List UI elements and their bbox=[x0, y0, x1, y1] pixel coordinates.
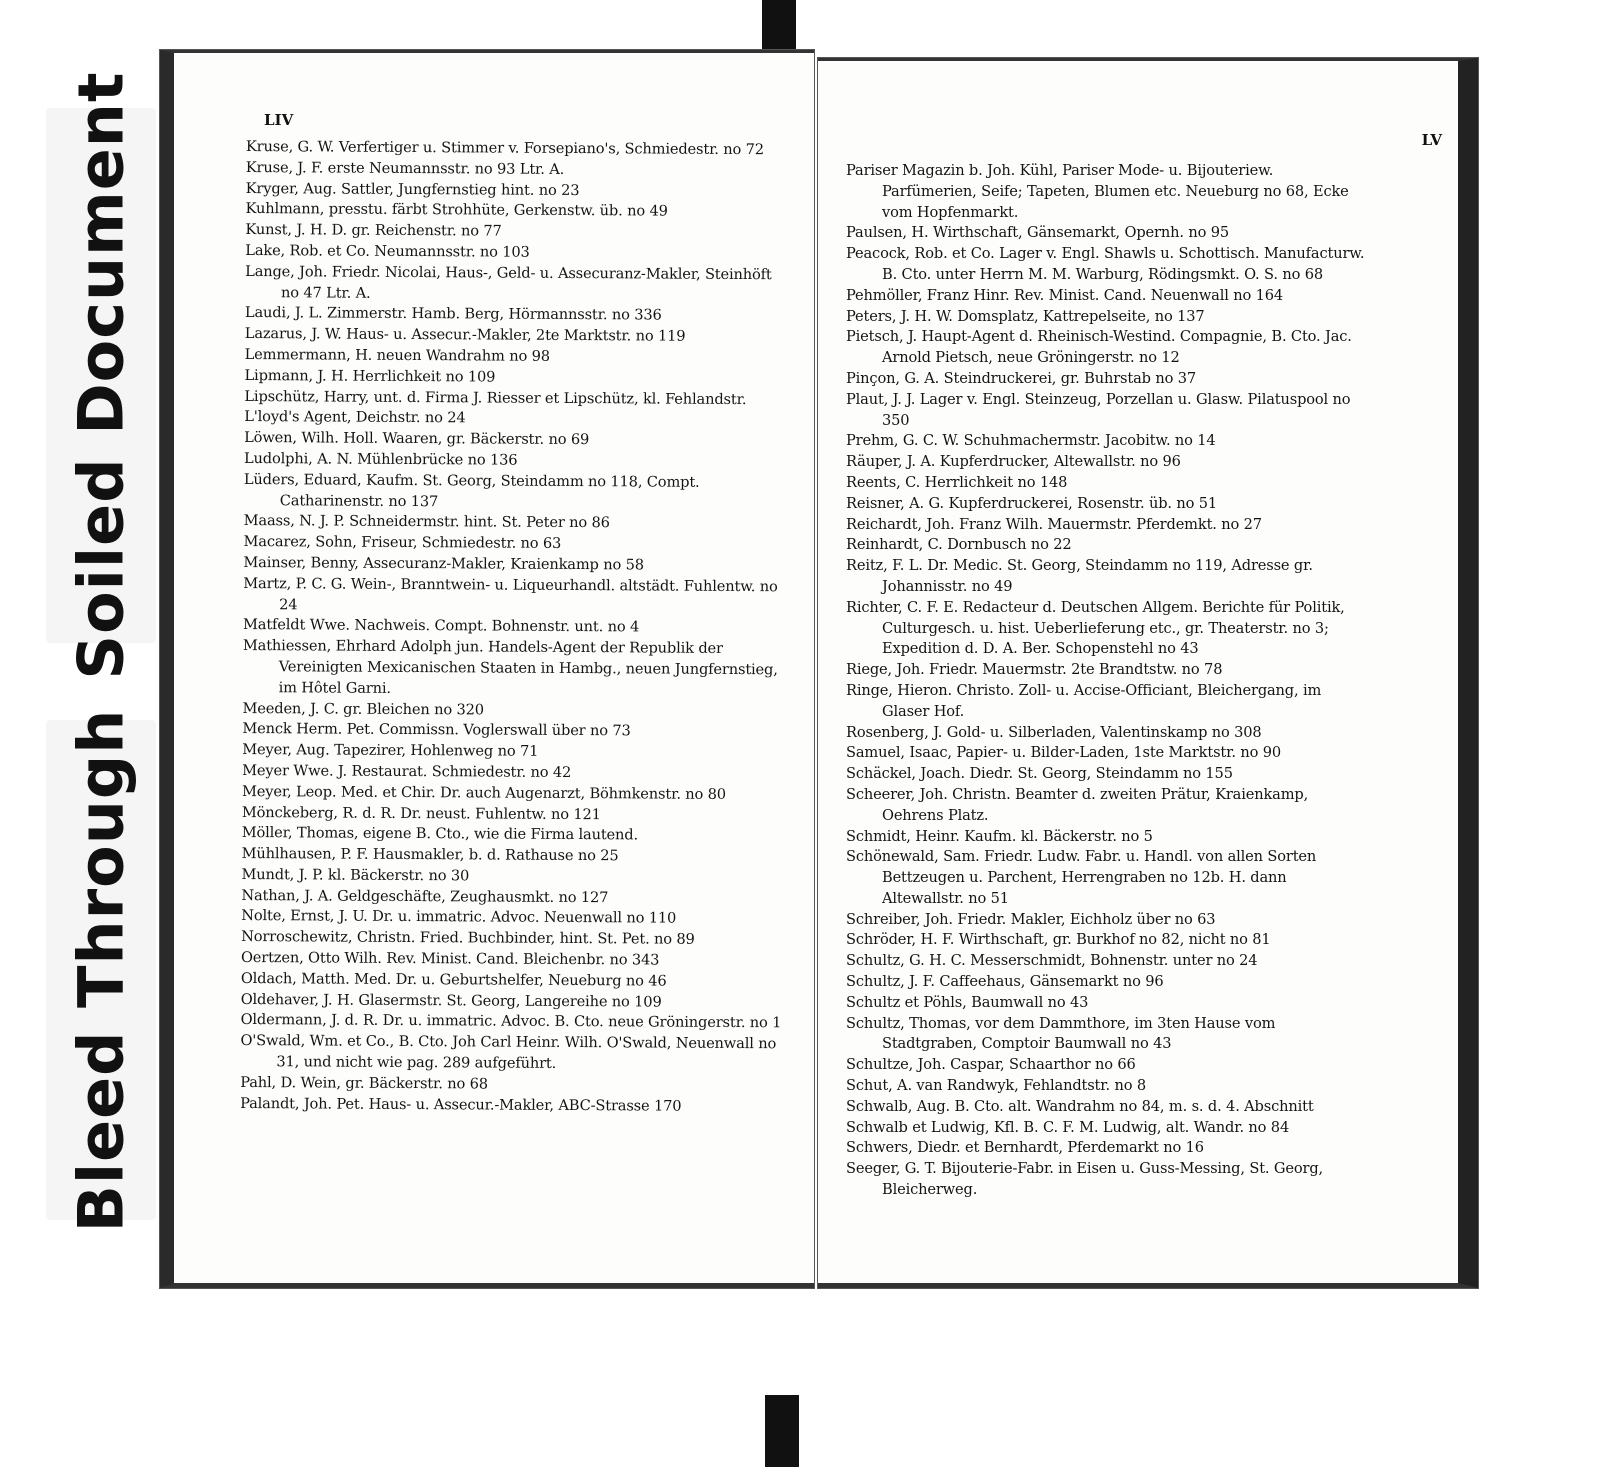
directory-entry: Reichardt, Joh. Franz Wilh. Mauermstr. Pferdemkt. no 27 bbox=[846, 515, 1262, 533]
directory-entry: Reents, C. Herrlichkeit no 148 bbox=[846, 473, 1068, 491]
directory-entry: Kuhlmann, presstu. färbt Strohhüte, Gerkenstw. üb. no 49 bbox=[245, 200, 668, 220]
directory-entry: Mainser, Benny, Assecuranz-Makler, Kraienkamp no 58 bbox=[243, 553, 644, 574]
directory-entry: Macarez, Sohn, Friseur, Schmiedestr. no 63 bbox=[243, 533, 562, 553]
directory-entry: Ludolphi, A. N. Mühlenbrücke no 136 bbox=[243, 449, 518, 469]
right-page-entries bbox=[846, 161, 1366, 1201]
directory-entry: Lemmermann, H. neuen Wandrahm no 98 bbox=[244, 345, 550, 365]
directory-entry: Schultz, J. F. Caffeehaus, Gänsemarkt no 96 bbox=[846, 973, 1164, 991]
directory-entry: Kruse, G. W. Verfertiger u. Stimmer v. Forsepiano's, Schmiedestr. no 72 bbox=[245, 137, 765, 159]
directory-entry: Rosenberg, J. Gold- u. Silberladen, Valentinskamp no 308 bbox=[846, 723, 1262, 741]
left-page bbox=[160, 50, 814, 1288]
directory-entry: Schultz, G. H. C. Messerschmidt, Bohnenstr. unter no 24 bbox=[846, 952, 1258, 970]
directory-entry: Riege, Joh. Friedr. Mauermstr. 2te Brandtstw. no 78 bbox=[846, 661, 1223, 679]
directory-entry: Pinçon, G. A. Steindruckerei, gr. Buhrstab no 37 bbox=[846, 369, 1196, 387]
directory-entry: O'Swald, Wm. et Co., B. Cto. Joh Carl Heinr. Wilh. O'Swald, Neuenwall no 31, und nicht wie pag. 289 aufgeführt. bbox=[240, 1032, 777, 1072]
directory-entry: Kryger, Aug. Sattler, Jungfernstieg hint. no 23 bbox=[245, 179, 580, 199]
directory-entry: Schultze, Joh. Caspar, Schaarthor no 66 bbox=[846, 1056, 1136, 1074]
directory-entry: Mühlhausen, P. F. Hausmakler, b. d. Rathause no 25 bbox=[241, 845, 619, 865]
directory-entry: Lazarus, J. W. Haus- u. Assecur.-Makler, 2te Marktstr. no 119 bbox=[244, 325, 686, 345]
directory-entry: Peters, J. H. W. Domsplatz, Kattrepelseite, no 137 bbox=[846, 307, 1205, 325]
directory-entry: Peacock, Rob. et Co. Lager v. Engl. Shawls u. Schottisch. Manufacturw. B. Cto. unter Herrn M. M. Warburg, Rödingsmkt. O. S. no 68 bbox=[846, 245, 1365, 283]
directory-entry: Martz, P. C. G. Wein-, Branntwein- u. Liqueurhandl. altstädt. Fuhlentw. no 24 bbox=[243, 574, 778, 613]
directory-entry: Oldach, Matth. Med. Dr. u. Geburtshelfer, Neueburg no 46 bbox=[240, 969, 667, 990]
directory-entry: Menck Herm. Pet. Commissn. Voglerswall über no 73 bbox=[242, 720, 631, 740]
directory-entry: Richter, C. F. E. Redacteur d. Deutschen Allgem. Berichte für Politik, Culturgesch. u. hist. Ueberlieferung etc., gr. Theaterstr. no 3; Expedition d. D. A. Ber. Schopenstehl no 43 bbox=[846, 598, 1345, 658]
directory-entry: Schäckel, Joach. Diedr. St. Georg, Steindamm no 155 bbox=[846, 765, 1233, 783]
right-page-number: LV bbox=[1421, 131, 1442, 149]
directory-entry: Mathiessen, Ehrhard Adolph jun. Handels-Agent der Republik der Vereinigten Mexicanischen Staaten in Hambg., neuen Jungfernstieg, im Hôtel Garni. bbox=[242, 637, 778, 697]
directory-entry: Paulsen, H. Wirthschaft, Gänsemarkt, Opernh. no 95 bbox=[846, 224, 1229, 242]
directory-entry: Lange, Joh. Friedr. Nicolai, Haus-, Geld- u. Assecuranz-Makler, Steinhöft no 47 Ltr. A. bbox=[245, 262, 772, 302]
directory-entry: Mundt, J. P. kl. Bäckerstr. no 30 bbox=[241, 865, 470, 885]
directory-entry: Schultz et Pöhls, Baumwall no 43 bbox=[846, 993, 1089, 1011]
directory-entry: Pietsch, J. Haupt-Agent d. Rheinisch-Westind. Compagnie, B. Cto. Jac. Arnold Pietsch, neue Gröningerstr. no 12 bbox=[846, 328, 1352, 367]
directory-entry: Meyer Wwe. J. Restaurat. Schmiedestr. no 42 bbox=[242, 761, 572, 781]
directory-entry: Laudi, J. L. Zimmerstr. Hamb. Berg, Hörmannsstr. no 336 bbox=[244, 304, 662, 324]
directory-entry: Reinhardt, C. Dornbusch no 22 bbox=[846, 536, 1072, 554]
directory-entry: Plaut, J. J. Lager v. Engl. Steinzeug, Porzellan u. Glasw. Pilatuspool no 350 bbox=[846, 390, 1351, 429]
directory-entry: Seeger, G. T. Bijouterie-Fabr. in Eisen u. Guss-Messing, St. Georg, Bleicherweg. bbox=[846, 1160, 1324, 1199]
directory-entry: Lüders, Eduard, Kaufm. St. Georg, Steindamm no 118, Compt. Catharinenstr. no 137 bbox=[243, 470, 700, 510]
directory-entry: Oertzen, Otto Wilh. Rev. Minist. Cand. Bleichenbr. no 343 bbox=[240, 949, 660, 969]
directory-entry: Ringe, Hieron. Christo. Zoll- u. Accise-Officiant, Bleichergang, im Glaser Hof. bbox=[846, 681, 1322, 720]
directory-entry: Meyer, Leop. Med. et Chir. Dr. auch Augenarzt, Böhmkenstr. no 80 bbox=[241, 782, 727, 803]
directory-entry: Lipschütz, Harry, unt. d. Firma J. Riesser et Lipschütz, kl. Fehlandstr. bbox=[244, 387, 747, 408]
directory-entry: Schönewald, Sam. Friedr. Ludw. Fabr. u. Handl. von allen Sorten Bettzeugen u. Parchent, Herrengraben no 12b. H. dann Altewallstr. no 51 bbox=[846, 848, 1317, 907]
directory-entry: Schwalb et Ludwig, Kfl. B. C. F. M. Ludwig, alt. Wandr. no 84 bbox=[846, 1118, 1290, 1136]
right-page bbox=[818, 58, 1478, 1288]
directory-entry: L'loyd's Agent, Deichstr. no 24 bbox=[244, 408, 466, 427]
binding-strip-bottom bbox=[765, 1395, 799, 1467]
directory-entry: Schmidt, Heinr. Kaufm. kl. Bäckerstr. no 5 bbox=[846, 827, 1153, 845]
directory-entry: Lake, Rob. et Co. Neumannsstr. no 103 bbox=[245, 241, 530, 261]
directory-entry: Norroschewitz, Christn. Fried. Buchbinder, hint. St. Pet. no 89 bbox=[241, 928, 695, 949]
directory-entry: Schut, A. van Randwyk, Fehlandtstr. no 8 bbox=[846, 1077, 1146, 1095]
directory-entry: Matfeldt Wwe. Nachweis. Compt. Bohnenstr. unt. no 4 bbox=[242, 616, 640, 636]
directory-entry: Samuel, Isaac, Papier- u. Bilder-Laden, 1ste Marktstr. no 90 bbox=[846, 744, 1281, 762]
left-page-number: LIV bbox=[264, 111, 294, 129]
directory-entry: Kunst, J. H. D. gr. Reichenstr. no 77 bbox=[245, 221, 502, 240]
left-page-entries bbox=[240, 137, 794, 1118]
bleed-through-label: Bleed Through bbox=[64, 708, 138, 1232]
directory-entry: Schultz, Thomas, vor dem Dammthore, im 3ten Hause vom Stadtgraben, Comptoir Baumwall no 43 bbox=[846, 1014, 1276, 1053]
directory-entry: Scheerer, Joh. Christn. Beamter d. zweiten Prätur, Kraienkamp, Oehrens Platz. bbox=[846, 785, 1309, 824]
directory-entry: Meeden, J. C. gr. Bleichen no 320 bbox=[242, 699, 485, 718]
directory-entry: Oldermann, J. d. R. Dr. u. immatric. Advoc. B. Cto. neue Gröningerstr. no 1 bbox=[240, 1011, 782, 1032]
directory-entry: Prehm, G. C. W. Schuhmachermstr. Jacobitw. no 14 bbox=[846, 432, 1216, 450]
directory-entry: Oldehaver, J. H. Glasermstr. St. Georg, Langereihe no 109 bbox=[240, 990, 662, 1011]
directory-entry: Möller, Thomas, eigene B. Cto., wie die Firma lautend. bbox=[241, 824, 639, 844]
directory-entry: Lipmann, J. H. Herrlichkeit no 109 bbox=[244, 366, 496, 386]
directory-entry: Nolte, Ernst, J. U. Dr. u. immatric. Advoc. Neuenwall no 110 bbox=[241, 907, 677, 928]
directory-entry: Palandt, Joh. Pet. Haus- u. Assecur.-Makler, ABC-Strasse 170 bbox=[240, 1094, 682, 1115]
bleed-through-label-card bbox=[46, 708, 156, 1232]
directory-entry: Meyer, Aug. Tapezirer, Hohlenweg no 71 bbox=[242, 741, 539, 760]
directory-entry: Schröder, H. F. Wirthschaft, gr. Burkhof no 82, nicht no 81 bbox=[846, 931, 1271, 949]
directory-entry: Löwen, Wilh. Holl. Waaren, gr. Bäckerstr. no 69 bbox=[244, 429, 590, 449]
directory-entry: Mönckeberg, R. d. R. Dr. neust. Fuhlentw. no 121 bbox=[241, 803, 601, 823]
directory-entry: Kruse, J. F. erste Neumannsstr. no 93 Ltr. A. bbox=[245, 158, 565, 178]
directory-entry: Reisner, A. G. Kupferdruckerei, Rosenstr. üb. no 51 bbox=[846, 494, 1218, 512]
directory-entry: Reitz, F. L. Dr. Medic. St. Georg, Steindamm no 119, Adresse gr. Johannisstr. no 49 bbox=[846, 557, 1313, 595]
directory-entry: Pehmöller, Franz Hinr. Rev. Minist. Cand. Neuenwall no 164 bbox=[846, 286, 1284, 304]
directory-entry: Nathan, J. A. Geldgeschäfte, Zeughausmkt. no 127 bbox=[241, 886, 609, 906]
directory-entry: Schwalb, Aug. B. Cto. alt. Wandrahm no 84, m. s. d. 4. Abschnitt bbox=[846, 1097, 1314, 1115]
directory-entry: Schreiber, Joh. Friedr. Makler, Eichholz über no 63 bbox=[846, 910, 1216, 928]
directory-entry: Pariser Magazin b. Joh. Kühl, Pariser Mode- u. Bijouteriew. Parfümerien, Seife; Tapeten, Blumen etc. Neueburg no 68, Ecke vom Hopfenmarkt. bbox=[846, 162, 1349, 221]
directory-entry: Maass, N. J. P. Schneidermstr. hint. St. Peter no 86 bbox=[243, 512, 610, 532]
soiled-document-label: Soiled Document bbox=[64, 71, 138, 680]
directory-entry: Räuper, J. A. Kupferdrucker, Altewallstr. no 96 bbox=[846, 453, 1181, 471]
soiled-document-label-card bbox=[46, 71, 156, 680]
directory-entry: Schwers, Diedr. et Bernhardt, Pferdemarkt no 16 bbox=[846, 1139, 1204, 1157]
directory-entry: Pahl, D. Wein, gr. Bäckerstr. no 68 bbox=[240, 1073, 488, 1093]
